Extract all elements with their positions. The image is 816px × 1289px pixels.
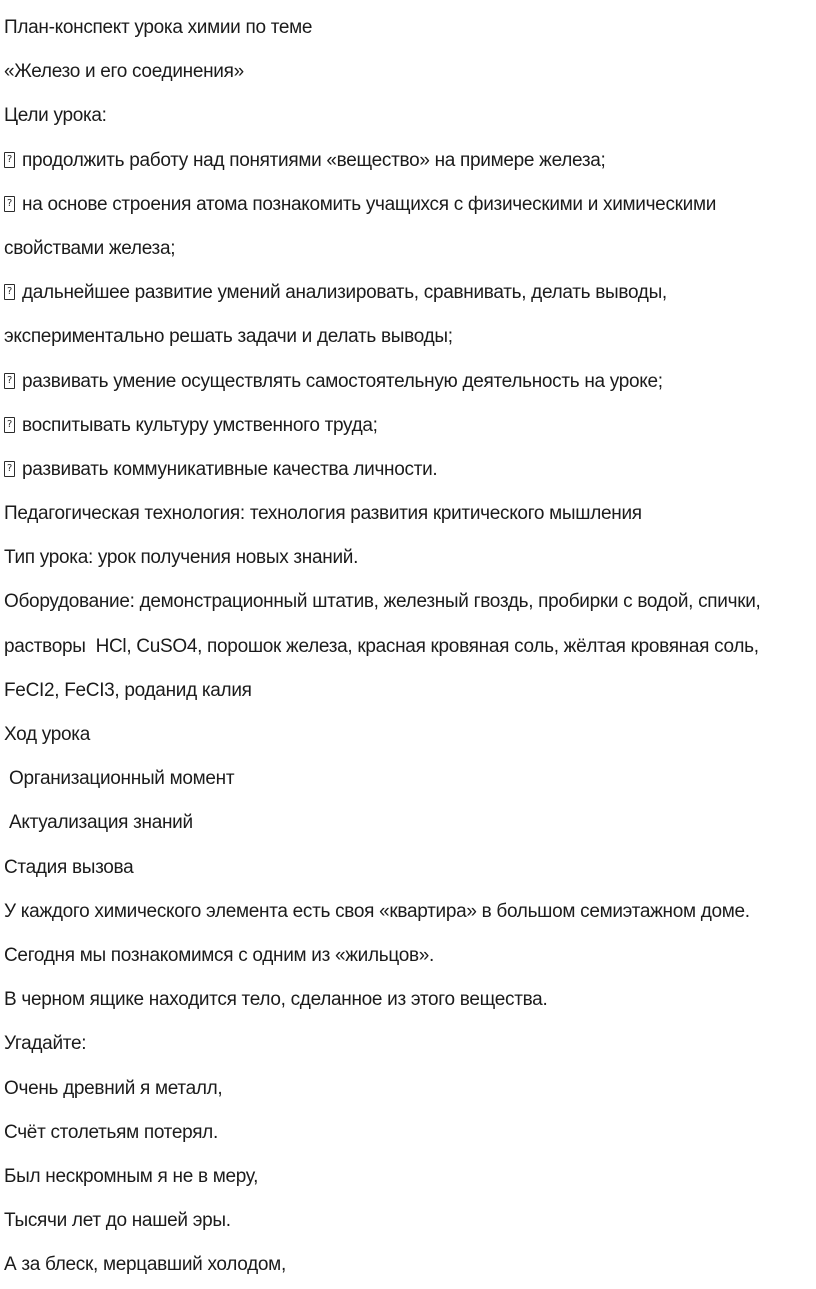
missing-glyph-icon: ?: [4, 196, 15, 212]
missing-glyph-icon: ?: [4, 461, 15, 477]
line-text: Ход урока: [4, 724, 90, 745]
text-line: [4, 139, 816, 183]
missing-glyph-icon: ?: [4, 417, 15, 433]
text-line: [4, 1022, 816, 1066]
text-line: [4, 1067, 816, 1111]
line-text: «Железо и его соединения»: [4, 61, 244, 83]
text-line: [4, 580, 816, 624]
missing-glyph-icon: ?: [4, 373, 15, 389]
line-text: Педагогическая технология: технология развития критического мышления: [4, 503, 642, 525]
text-line: [4, 50, 816, 94]
line-text: FeCI2, FeCI3, роданид калия: [4, 679, 252, 701]
line-text: Угадайте:: [4, 1033, 87, 1055]
text-line: [4, 492, 816, 536]
document-body: [4, 6, 816, 1287]
line-text: Счёт столетьям потерял.: [4, 1121, 218, 1143]
text-line: [4, 1155, 816, 1199]
missing-glyph-icon: ?: [4, 152, 15, 168]
line-text: развивать умение осуществлять самостоятельную деятельность на уроке;: [22, 370, 663, 392]
text-line: [4, 757, 816, 801]
line-text: Сегодня мы познакомимся с одним из «жильцов».: [4, 944, 435, 966]
line-text: Стадия вызова: [4, 856, 134, 878]
text-line: [4, 183, 816, 227]
line-text: развивать коммуникативные качества личности.: [22, 458, 438, 480]
text-line: [4, 360, 816, 404]
line-text: В черном ящике находится тело, сделанное из этого вещества.: [4, 989, 548, 1011]
text-line: [4, 669, 816, 713]
line-text: План-конспект урока химии по теме: [4, 17, 313, 38]
text-line: [4, 448, 816, 492]
text-line: [4, 404, 816, 448]
text-line: [4, 801, 816, 845]
text-line: [4, 271, 816, 315]
text-line: [4, 6, 816, 50]
line-text: дальнейшее развитие умений анализировать, сравнивать, делать выводы,: [22, 282, 667, 304]
line-text: воспитывать культуру умственного труда;: [22, 414, 378, 436]
line-text: Тип урока: урок получения новых знаний.: [4, 547, 359, 569]
text-line: [4, 315, 816, 359]
line-text: на основе строения атома познакомить учащихся с физическими и химическими: [22, 193, 717, 215]
line-text: Был нескромным я не в меру,: [4, 1165, 259, 1187]
line-text: Организационный момент: [4, 768, 235, 790]
line-text: продолжить работу над понятиями «вещество» на примере железа;: [22, 149, 606, 171]
line-text: Тысячи лет до нашей эры.: [4, 1210, 231, 1232]
text-line: [4, 1243, 816, 1287]
text-line: [4, 978, 816, 1022]
text-line: [4, 713, 816, 757]
text-line: [4, 1199, 816, 1243]
line-text: Цели урока:: [4, 105, 107, 127]
line-text: экспериментально решать задачи и делать выводы;: [4, 326, 453, 348]
text-line: [4, 1111, 816, 1155]
text-line: [4, 890, 816, 934]
missing-glyph-icon: ?: [4, 284, 15, 300]
text-line: [4, 536, 816, 580]
text-line: [4, 625, 816, 669]
line-text: А за блеск, мерцавший холодом,: [4, 1254, 286, 1276]
text-line: [4, 846, 816, 890]
line-text: растворы HCl, CuSO4, порошок железа, красная кровяная соль, жёлтая кровяная соль,: [4, 635, 759, 657]
text-line: [4, 934, 816, 978]
line-text: У каждого химического элемента есть своя «квартира» в большом семиэтажном доме.: [4, 900, 750, 922]
line-text: свойствами железа;: [4, 237, 176, 259]
text-line: [4, 94, 816, 138]
text-line: [4, 227, 816, 271]
line-text: Актуализация знаний: [4, 812, 193, 834]
line-text: Оборудование: демонстрационный штатив, железный гвоздь, пробирки с водой, спички,: [4, 591, 761, 613]
line-text: Очень древний я металл,: [4, 1077, 223, 1099]
